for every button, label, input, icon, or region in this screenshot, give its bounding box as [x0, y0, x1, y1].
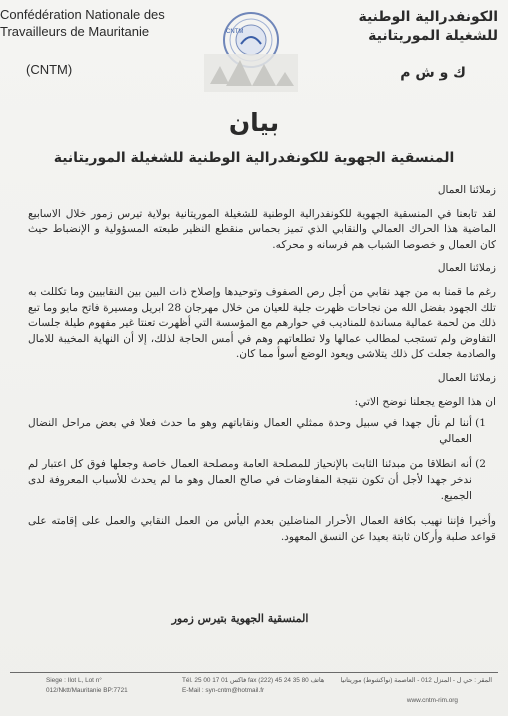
list-item: [28, 457, 486, 504]
footer: [0, 675, 508, 715]
list-item-text: أننا لم نأل جهدا في سبيل وحدة ممثلي العمال ونقاباتهم وهو ما حدث فعلا في بعض مراحل النضال العمالي: [28, 417, 472, 445]
paragraph-3: ان هذا الوضع يجعلنا نوضح الاتي:: [354, 395, 496, 408]
points-list: [28, 416, 496, 504]
header-ar-line1: الكونفدرالية الوطنية: [358, 9, 498, 25]
footer-siege: Siege : Ilot L, Lot n°: [46, 677, 102, 684]
footer-email: E-Mail : syn-cntm@hotmail.fr: [182, 687, 265, 694]
list-item-text: أنه انطلاقا من مبدئنا الثابت بالإنحياز للمصلحة العامة ومصلحة العمال خاصة وجعلها فوق كل اعتبار لم ندخر جهدا لأجل أن تكون نتيجة المفاوضات في صالح العمال وهو ما لم يحدث للأسباب المعروفة لدى الجميع.: [28, 458, 472, 502]
header-arabic: [328, 8, 498, 83]
list-item-number: 1): [475, 417, 486, 430]
footer-address-ar: المقر : حي ل - المنزل 012 - العاصمة (نواكشوط) موريتانيا: [340, 677, 492, 684]
footer-website-link[interactable]: www.cntm-rim.org: [406, 697, 458, 704]
header-french: [0, 6, 170, 78]
header-ar-abbr: ك و ش م: [400, 65, 466, 81]
header-ar-line2: للشغيلة الموريتانية: [368, 28, 498, 44]
footer-tel: Tél. 25 00 17 01 فاكس fax (222) 45 24 35 80 هاتف: [182, 677, 325, 684]
greeting-3: زملائنا العمال: [437, 371, 496, 384]
paragraph-2: رغم ما قمنا به من جهد نقابي من أجل رص الصفوف وتوحيدها وإصلاح ذات البين بين النقابيين وما تكللت به تلك الجهود بفضل الله من نجاحات ظهرت جلية للعيان من خلال مهرجان 28 ابريل ومسيرة فاتح مايو وما تبع ذلك من لحمة عمالية مساندة للمناديب في حوارهم مع المؤسسة التي أظهرت تعنتا غير مفهوم طيلة جلسات التفاوض ولم تستجب لمطالب عمالها ولا تطلعاتهم وهم في أمس الحاجة لذلك، إلا أن النهاية المخيبة للامال والصادمة جعلت كل ذلك يتلاشى ويعود الوضع أسوأ مما كان.: [28, 285, 496, 361]
document-subtitle: المنسقية الجهوية للكونفدرالية الوطنية للشغيلة الموريتانية: [53, 150, 455, 166]
paragraph-4: وأخيرا فإننا نهيب بكافة العمال الأحرار المناضلين بعدم اليأس من العمل النقابي والعمل على إقامته على قواعد صلبة وأركان ثابتة بعيدا عن النسق المعهود.: [28, 515, 496, 543]
footer-contacts: [182, 676, 324, 696]
footer-bp: 012/Nktt/Mauritanie BP:7721: [46, 687, 128, 694]
logo-text: CNTM: [226, 29, 244, 35]
document-title: بيان: [228, 108, 280, 137]
greeting-2: زملائنا العمال: [437, 262, 496, 275]
footer-address-fr: [46, 676, 128, 696]
paragraph-1: لقد تابعنا في المنسقية الجهوية للكونفدرالية الوطنية للشغيلة الموريتانية بولاية تيرس زمور خلال الاسابيع الماضية هذا الحراك العمالي والنقابي الذي تميز بحماس منقطع النظير طبعته المسؤولية و الإنضباط حيث كان العمال و خصوصا الشباب هم فرسانه و محركه.: [28, 207, 496, 251]
header-fr-abbr: (CNTM): [26, 62, 73, 77]
greeting-1: زملائنا العمال: [437, 184, 496, 196]
header-fr-line1: Confédération Nationale des: [0, 7, 165, 22]
list-item-number: 2): [475, 458, 486, 471]
document-body: [28, 183, 496, 545]
cntm-logo: [196, 6, 306, 94]
footer-divider: [10, 672, 498, 673]
signature: المنسقية الجهوية بتيرس زمور: [171, 612, 309, 625]
list-item: [28, 416, 486, 447]
header-fr-line2: Travailleurs de Mauritanie: [0, 24, 150, 39]
